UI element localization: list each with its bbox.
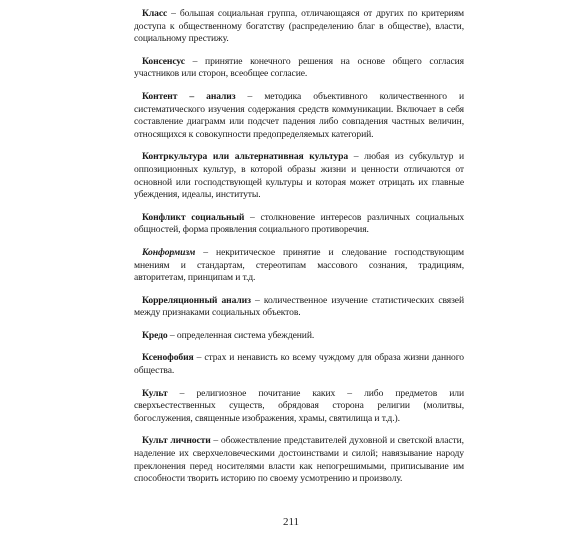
glossary-entry [134,212,464,237]
separator: – [193,352,205,364]
glossary-term: Консенсус [142,55,185,67]
glossary-entries [134,8,464,496]
glossary-entry [134,330,464,343]
glossary-definition: количественное изучение статистических связей между признаками социальных объектов. [134,294,464,319]
glossary-definition: религиозное почитание каких – либо предметов или сверхъестественных существ, обрядовая сторона религии (молитвы, богослужения, священные изображения, храмы, святилища и т.д.). [134,387,464,424]
glossary-definition: принятие конечного решения на основе общего согласия участников или сторон, всеобщее согласие. [134,55,464,80]
separator: – [167,8,180,19]
glossary-term: Ксенофобия [142,352,194,364]
glossary-term: Культ личности [142,435,211,447]
glossary-entry [134,56,464,81]
glossary-definition: определенная система убеждений. [176,329,315,341]
separator: – [235,90,265,102]
separator: – [348,151,365,163]
glossary-entry [134,295,464,320]
separator: – [250,294,264,306]
glossary-entry [134,352,464,377]
page-number: 211 [282,516,300,528]
glossary-entry [134,388,464,426]
glossary-definition: страх и ненависть ко всему чуждому для образа жизни данного общества. [134,352,464,377]
glossary-definition: любая из субкультур и оппозиционных культур, в которой образы жизни и ценности отличаются от основной или господствующей культуры и которая может отрицать их главные убеждения, идеалы, институты. [134,151,465,201]
separator: – [244,211,261,223]
glossary-term: Конформизм [142,246,196,258]
separator: – [167,387,197,399]
glossary-definition: большая социальная группа, отличающаяся от других по критериям доступа к общественному богатству (распределению благ в обществе), власти, социальному престижу. [134,8,464,45]
separator: – [167,329,177,341]
glossary-definition: методика объективного количественного и систематического изучения содержания средств коммуникации. Включает в себя составление диаграмм или подсчет падения либо совпадения частных величин, относящихся к совокупности предопределяемых категорий. [134,90,465,140]
glossary-term: Класс [142,8,168,19]
separator: – [195,246,217,258]
glossary-entry [134,91,464,141]
glossary-definition: некритическое принятие и следование господствующим мнениям и стандартам, стереотипам массового сознания, традициям, авторитетам, принципам и т.д. [134,246,464,284]
glossary-term: Контент – анализ [142,90,236,102]
glossary-entry [134,435,464,485]
glossary-term: Конфликт социальный [142,211,245,223]
glossary-term: Контркультура или альтернативная культура [142,151,349,163]
separator: – [210,435,221,447]
glossary-term: Культ [142,387,168,399]
glossary-definition: обожествление представителей духовной и светской власти, наделение их сверхчеловеческими достоинствами и силой; навязывание народу преклонения перед носителями власти как непогрешимыми, приписывание им способности творить историю по своему усмотрению и произволу. [134,435,464,485]
glossary-entry [134,8,464,46]
glossary-definition: столкновение интересов различных социальных общностей, форма проявления социального противоречия. [134,211,465,236]
separator: – [184,55,206,67]
glossary-term: Кредо [142,329,168,341]
glossary-term: Корреляционный анализ [142,294,251,306]
glossary-entry [134,247,464,285]
glossary-entry [134,151,464,201]
